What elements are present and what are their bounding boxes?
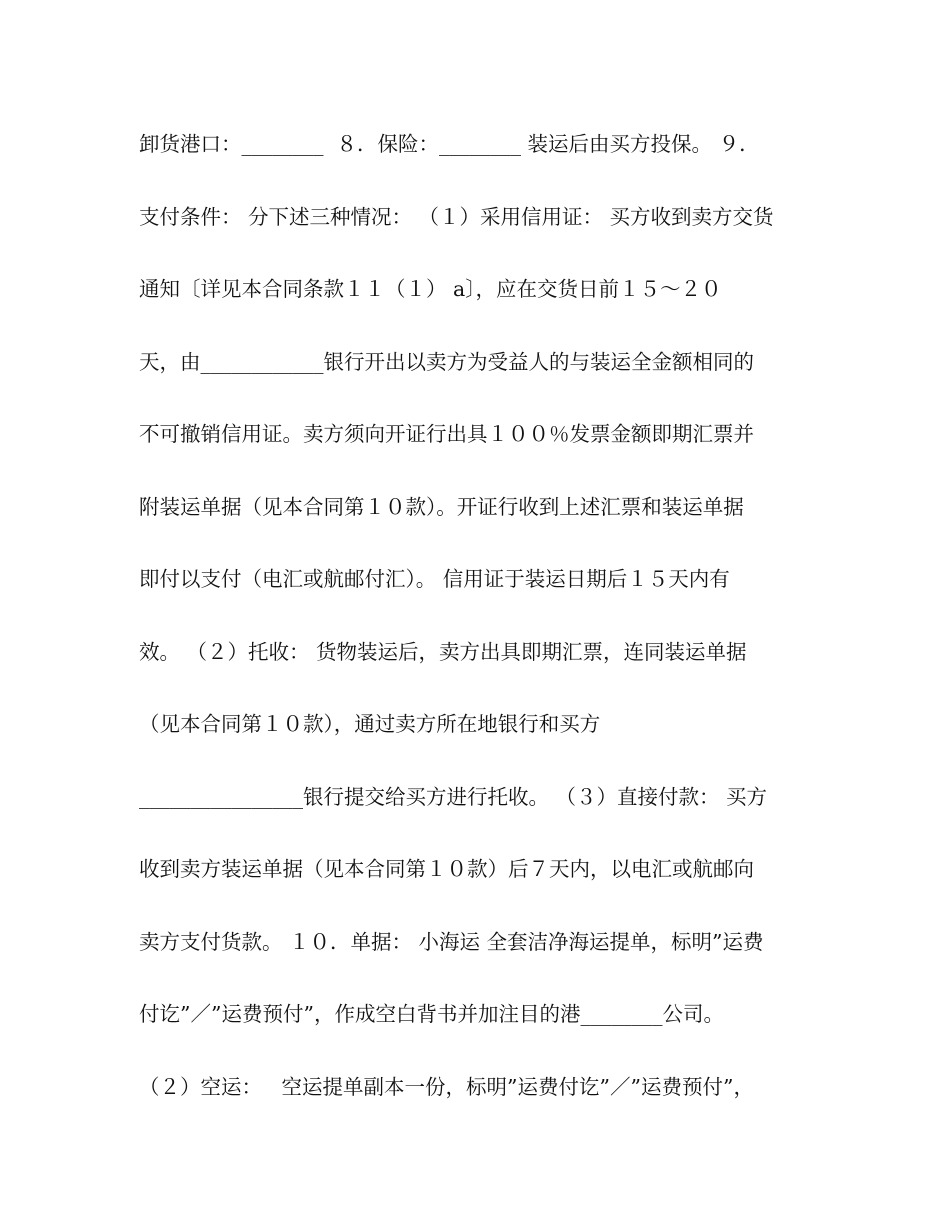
- text-line: 卸货港口：________ ８．保险：________ 装运后由买方投保。 ９．: [139, 132, 760, 156]
- text-line: 卖方支付货款。 １０．单据： 小海运 全套洁净海运提单，标明”运费: [139, 929, 764, 954]
- text-line: 附装运单据（见本合同第１０款）。开证行收到上述汇票和装运单据: [139, 494, 744, 519]
- text-line: 付讫”／”运费预付”，作成空白背书并加注目的港________公司。: [139, 1002, 724, 1026]
- text-line: （２）空运： 空运提单副本一份，标明”运费付讫”／”运费预付”，: [139, 1074, 754, 1099]
- text-line: （见本合同第１０款），通过卖方所在地银行和买方: [139, 712, 601, 736]
- contract-text-block: [139, 126, 839, 1141]
- text-line: ________________银行提交给买方进行托收。 （３）直接付款： 买方: [139, 784, 768, 809]
- text-line: 不可撤销信用证。卖方须向开证行出具１００％发票金额即期汇票并: [139, 422, 754, 446]
- text-line: 效。 （２）托收： 货物装运后，卖方出具即期汇票，连同装运单据: [139, 639, 747, 664]
- text-line: 天，由____________银行开出以卖方为受益人的与装运全金额相同的: [139, 349, 754, 374]
- text-line: 通知〔详见本合同条款１１（１） a〕，应在交货日前１５～２０: [139, 277, 722, 301]
- text-line: 支付条件： 分下述三种情况： （１）采用信用证： 买方收到卖方交货: [139, 204, 774, 229]
- text-line: 收到卖方装运单据（见本合同第１０款）后７天内，以电汇或航邮向: [139, 857, 754, 881]
- text-line: 即付以支付（电汇或航邮付汇）。 信用证于装运日期后１５天内有: [139, 567, 730, 591]
